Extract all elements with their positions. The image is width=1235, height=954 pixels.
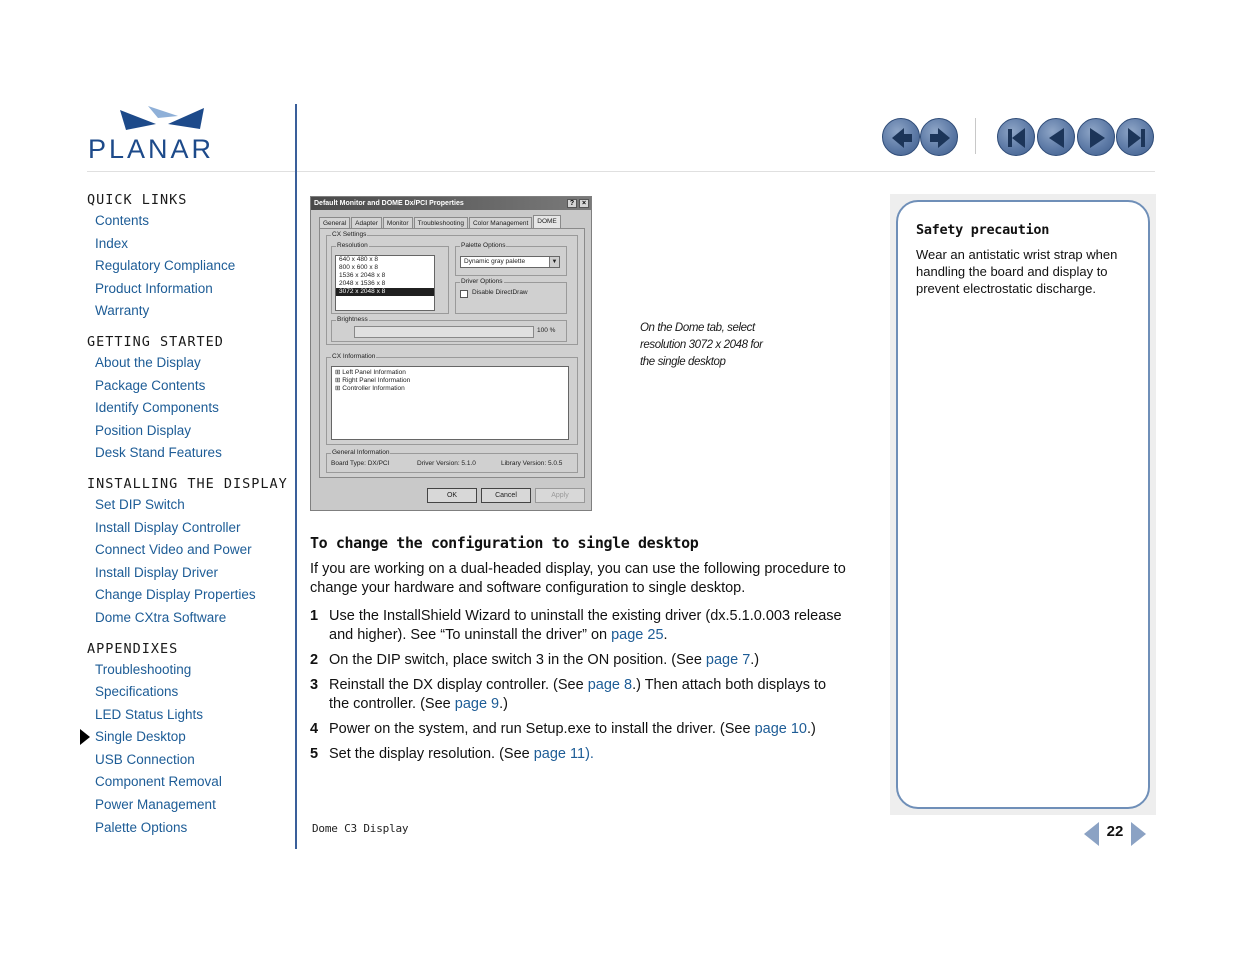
palette-combo — [460, 256, 560, 268]
sidebar-link-set-dip-switch[interactable]: Set DIP Switch — [95, 496, 185, 512]
sidebar-nav — [87, 190, 292, 839]
note-panel — [890, 194, 1156, 815]
sidebar-link-dome-cxtra-software[interactable]: Dome CXtra Software — [95, 609, 227, 625]
page-link[interactable]: page 7 — [705, 652, 751, 668]
driver-options-group — [455, 278, 567, 314]
apply-button: Apply — [535, 488, 585, 503]
section-heading: To change the configuration to single desktop — [310, 534, 699, 552]
step-number: 5 — [310, 746, 319, 762]
sidebar-link-component-removal[interactable]: Component Removal — [95, 774, 222, 790]
dialog-tab-dome: DOME — [533, 215, 561, 228]
sidebar-link-desk-stand-features[interactable]: Desk Stand Features — [95, 445, 222, 461]
forward-arrow-icon — [921, 119, 959, 157]
sidebar-link-connect-video-and-power[interactable]: Connect Video and Power — [95, 542, 252, 558]
resolution-group — [331, 242, 449, 314]
tree-item — [332, 377, 568, 385]
figure-caption — [640, 320, 770, 371]
note-text: Wear an antistatic wrist strap when handling the board and display to prevent electrostatic discharge. — [916, 247, 1118, 296]
tree-item — [332, 369, 568, 377]
procedure-steps — [310, 607, 850, 770]
resolution-option: 1536 x 2048 x 8 — [339, 272, 386, 279]
tree-item — [332, 385, 568, 393]
resolution-listbox — [335, 255, 435, 311]
first-page-icon — [998, 119, 1036, 157]
sidebar-link-specifications[interactable]: Specifications — [95, 684, 179, 700]
nav-section-title: GETTING STARTED — [87, 333, 224, 350]
sidebar-link-palette-options[interactable]: Palette Options — [95, 819, 188, 835]
page-link[interactable]: page 8 — [587, 677, 633, 693]
step-number: 3 — [310, 677, 319, 693]
disable-directdraw-checkbox — [460, 290, 468, 298]
general-information-group — [326, 449, 578, 473]
document-title: Dome C3 Display — [312, 822, 409, 835]
resolution-label: Resolution — [337, 242, 368, 249]
step-text: Power on the system, and run Setup.exe to install the driver. (See — [329, 721, 755, 737]
nav-gap — [87, 465, 292, 474]
next-page-button[interactable] — [1077, 118, 1115, 156]
forward-button[interactable] — [920, 118, 958, 156]
tree-item-label: Left Panel Information — [342, 369, 406, 376]
step-text: Use the InstallShield Wizard to uninstall the existing driver (dx.5.1.0.003 release and higher). See “To uninstall the driver” on — [329, 608, 842, 643]
sidebar-link-package-contents[interactable]: Package Contents — [95, 377, 206, 393]
planar-logo — [88, 104, 238, 164]
driver-version: Driver Version: 5.1.0 — [417, 460, 476, 467]
dialog-body — [319, 228, 585, 478]
safety-note-box — [896, 200, 1150, 809]
last-page-icon — [1117, 119, 1155, 157]
brightness-label: Brightness — [337, 316, 368, 323]
sidebar-link-install-display-controller[interactable]: Install Display Controller — [95, 519, 241, 535]
step-text: .) Then attach both displays to the controller. (See — [329, 677, 827, 712]
cx-settings-label: CX Settings — [332, 231, 367, 238]
procedure-step — [310, 745, 850, 764]
nav-separator — [975, 118, 976, 154]
sidebar-link-contents[interactable]: Contents — [95, 213, 150, 228]
board-type: Board Type: DX/PCI — [331, 460, 390, 467]
page-back-icon[interactable] — [1084, 822, 1099, 846]
dialog-title: Default Monitor and DOME Dx/PCI Properties — [314, 200, 464, 207]
note-title: Safety precaution — [916, 222, 1050, 238]
procedure-step — [310, 651, 850, 670]
sidebar-link-single-desktop[interactable]: Single Desktop — [87, 726, 292, 749]
caption-line: resolution 3072 x 2048 for — [640, 339, 763, 351]
sidebar-link-about-the-display[interactable]: About the Display — [95, 354, 201, 370]
chevron-down-icon: ▼ — [549, 257, 559, 267]
procedure-step — [310, 607, 850, 645]
last-page-button[interactable] — [1116, 118, 1154, 156]
step-number: 2 — [310, 652, 319, 668]
driver-options-label: Driver Options — [461, 278, 503, 285]
sidebar-link-install-display-driver[interactable]: Install Display Driver — [95, 564, 219, 580]
sidebar-link-power-management[interactable]: Power Management — [95, 797, 216, 813]
caption-line: On the Dome tab, select — [640, 322, 755, 334]
procedure-step — [310, 676, 850, 714]
tree-item-label: Controller Information — [342, 385, 405, 392]
sidebar-link-index[interactable]: Index — [95, 235, 129, 251]
brightness-value: 100 % — [537, 327, 556, 334]
page-link[interactable]: page 10 — [754, 721, 807, 737]
step-text: Reinstall the DX display controller. (See — [329, 677, 588, 693]
nav-section-title: QUICK LINKS — [87, 192, 188, 208]
dialog-tab-troubleshooting: Troubleshooting — [414, 217, 468, 228]
sidebar-link-position-display[interactable]: Position Display — [95, 422, 192, 438]
brand-wordmark: PLANAR — [88, 134, 215, 164]
cx-information-tree — [331, 366, 569, 440]
planar-logo-icon — [118, 104, 208, 132]
sidebar-link-led-status-lights[interactable]: LED Status Lights — [95, 706, 204, 722]
cx-information-group — [326, 353, 578, 445]
resolution-option: 640 x 480 x 8 — [339, 256, 379, 263]
cx-information-label: CX Information — [332, 353, 376, 360]
expand-icon: ⊞ — [335, 369, 343, 376]
dialog-titlebar — [311, 197, 591, 210]
page-link[interactable]: page 9 — [454, 696, 500, 712]
sidebar-link-regulatory-compliance[interactable]: Regulatory Compliance — [95, 258, 236, 274]
step-number: 4 — [310, 721, 319, 737]
nav-section-title: APPENDIXES — [87, 640, 179, 657]
general-information-label: General Information — [332, 449, 390, 456]
previous-page-button[interactable] — [1037, 118, 1075, 156]
step-text: .) — [499, 696, 508, 712]
expand-icon: ⊞ — [335, 385, 343, 392]
ok-button: OK — [427, 488, 477, 503]
step-text: .) — [750, 652, 760, 668]
page-link[interactable]: page 11). — [533, 746, 594, 762]
nav-gap — [87, 323, 292, 332]
sidebar-link-troubleshooting[interactable]: Troubleshooting — [95, 661, 192, 677]
dialog-tab-color-management: Color Management — [469, 217, 532, 228]
palette-label: Palette Options — [461, 242, 506, 249]
step-text: On the DIP switch, place switch 3 in the ON position. (See — [329, 652, 706, 668]
sidebar-link-identify-components[interactable]: Identify Components — [95, 400, 219, 416]
back-button[interactable] — [882, 118, 920, 156]
next-page-icon — [1078, 119, 1116, 157]
disable-directdraw-label: Disable DirectDraw — [472, 289, 528, 296]
cancel-button: Cancel — [481, 488, 531, 503]
nav-section-title: INSTALLING THE DISPLAY — [87, 475, 288, 492]
procedure-step — [310, 720, 850, 739]
dialog-tabs — [319, 217, 562, 228]
page-forward-icon[interactable] — [1131, 822, 1146, 846]
header-rule — [297, 171, 1155, 172]
resolution-option: 2048 x 1536 x 8 — [339, 280, 386, 287]
back-arrow-icon — [883, 119, 921, 157]
library-version: Library Version: 5.0.5 — [501, 460, 563, 467]
resolution-option: 3072 x 2048 x 8 — [336, 288, 434, 296]
step-number: 1 — [310, 608, 319, 624]
page-number: 22 — [1106, 823, 1124, 840]
vertical-divider — [295, 104, 297, 849]
intro-paragraph: If you are working on a dual-headed display, you can use the following procedure to change your hardware and software configuration to single desktop. — [310, 561, 846, 596]
palette-value: Dynamic gray palette — [464, 258, 526, 265]
help-button: ? — [567, 199, 577, 208]
resolution-option: 800 x 600 x 8 — [339, 264, 379, 271]
page-link[interactable]: page 25 — [611, 627, 664, 643]
dialog-tab-monitor: Monitor — [383, 217, 413, 228]
sidebar-link-usb-connection[interactable]: USB Connection — [95, 751, 195, 767]
sidebar-link-warranty[interactable]: Warranty — [95, 303, 150, 319]
previous-page-icon — [1038, 119, 1076, 157]
brightness-group — [331, 316, 567, 342]
dialog-tab-general: General — [319, 217, 350, 228]
palette-group — [455, 242, 567, 276]
expand-icon: ⊞ — [335, 377, 343, 384]
first-page-button[interactable] — [997, 118, 1035, 156]
step-text: .) — [806, 721, 816, 737]
brightness-slider — [354, 326, 534, 338]
cx-settings-group — [326, 231, 578, 345]
dialog-tab-adapter: Adapter — [351, 217, 382, 228]
step-text: Set the display resolution. (See — [329, 746, 534, 762]
nav-gap — [87, 630, 292, 639]
step-text: . — [663, 627, 668, 643]
tree-item-label: Right Panel Information — [342, 377, 411, 384]
sidebar-link-product-information[interactable]: Product Information — [95, 280, 213, 296]
properties-dialog-screenshot — [310, 196, 592, 511]
caption-line: the single desktop — [640, 356, 726, 368]
sidebar-link-change-display-properties[interactable]: Change Display Properties — [95, 587, 256, 603]
left-rule — [87, 171, 295, 172]
close-button: × — [579, 199, 589, 208]
